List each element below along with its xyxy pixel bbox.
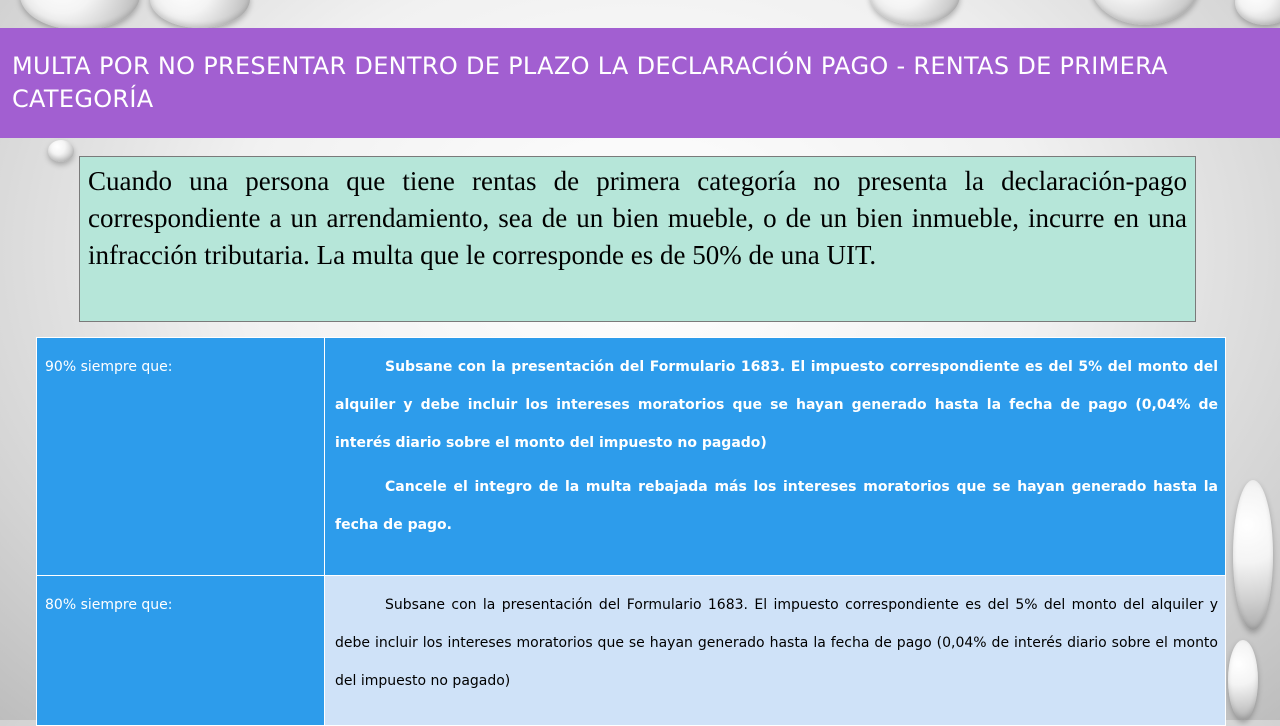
decorative-drop — [1235, 0, 1280, 25]
description-cell — [325, 576, 1226, 726]
description-paragraph: Cancele el integro de la multa rebajada más los intereses moratorios que se hayan generado hasta la fecha de pago. — [335, 479, 1218, 533]
intro-box — [79, 156, 1196, 322]
description-paragraph: Subsane con la presentación del Formulario 1683. El impuesto correspondiente es del 5% del monto del alquiler y debe incluir los intereses moratorios que se hayan generado hasta la fecha de pago (0,04% de interés diario sobre el monto del impuesto no pagado) — [335, 359, 1218, 451]
table-row — [37, 576, 1226, 726]
table-row — [37, 338, 1226, 576]
title-bar — [0, 28, 1280, 138]
description-cell — [325, 338, 1226, 576]
discount-table — [36, 337, 1226, 726]
decorative-drop — [1090, 0, 1200, 25]
condition-cell — [37, 576, 325, 726]
condition-label: 80% siempre que: — [45, 597, 173, 613]
decorative-drop — [20, 0, 140, 30]
decorative-drop — [1228, 640, 1258, 720]
condition-cell — [37, 338, 325, 576]
decorative-drop — [1233, 480, 1273, 630]
condition-label: 90% siempre que: — [45, 359, 173, 375]
description-paragraph: Subsane con la presentación del Formulario 1683. El impuesto correspondiente es del 5% del monto del alquiler y debe incluir los intereses moratorios que se hayan generado hasta la fecha de pago (0,04% de interés diario sobre el monto del impuesto no pagado) — [335, 597, 1218, 689]
page-title: MULTA POR NO PRESENTAR DENTRO DE PLAZO LA DECLARACIÓN PAGO - RENTAS DE PRIMERA CATEGORÍA — [12, 52, 1168, 113]
decorative-drop — [870, 0, 960, 25]
intro-text: Cuando una persona que tiene rentas de primera categoría no presenta la declaración-pago correspondiente a un arrendamiento, sea de un bien mueble, o de un bien inmueble, incurre en una infracción tributaria. La multa que le corresponde es de 50% de una UIT. — [88, 166, 1187, 270]
decorative-drop — [48, 140, 74, 162]
decorative-drop — [150, 0, 250, 28]
